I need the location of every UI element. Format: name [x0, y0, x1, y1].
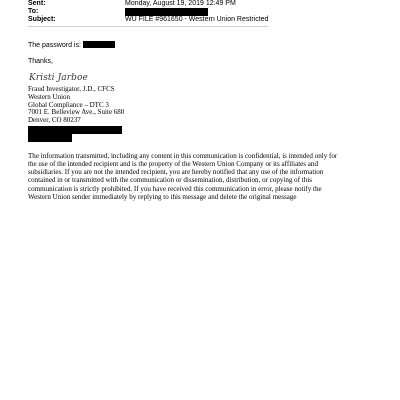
disclaimer-line: communication is strictly prohibited. If you have received this communication in error, please notify the — [28, 184, 322, 193]
subject-row — [28, 16, 288, 24]
signature-address-street: 7001 E. Belleview Ave., Suite 680 — [28, 108, 125, 117]
disclaimer-line: The information transmitted, including any content in this communication is confidential, is intended only for — [28, 152, 338, 160]
subject-value: WU FILE #961650 - Western Union Restricted — [125, 16, 269, 23]
sent-row — [28, 0, 288, 8]
header-divider — [28, 26, 268, 27]
password-label: The password is: — [28, 42, 81, 49]
signature-redaction-1 — [28, 126, 122, 134]
confidentiality-disclaimer — [28, 152, 378, 201]
signature-title: Fraud Investigator, J.D., CFCS — [28, 85, 115, 93]
sent-label: Sent: — [28, 0, 46, 7]
disclaimer-line: Western Union sender immediately by replying to this message and delete the original message — [28, 192, 297, 201]
disclaimer-line: the use of the intended recipient and is the property of the Western Union Company or its affiliates and — [28, 160, 318, 169]
signature-company: Western Union — [28, 92, 71, 101]
signature-block — [28, 86, 124, 125]
disclaimer-line: subsidiaries. If you are not the intended recipient, you are hereby notified that any use of the information — [28, 168, 324, 177]
to-redaction — [125, 8, 208, 16]
signature-address-city: Denver, CO 80237 — [28, 116, 81, 125]
password-redaction — [83, 41, 115, 48]
password-line — [28, 41, 115, 50]
to-row — [28, 8, 288, 16]
to-label: To: — [28, 8, 39, 15]
disclaimer-line: contained in or transmitted with the communication or dissemination, distribution, or copying of this — [28, 176, 312, 185]
subject-label: Subject: — [28, 16, 56, 23]
sent-value: Monday, August 19, 2019 12:49 PM — [125, 0, 236, 7]
handwritten-signature: Kristi Jarboe — [29, 73, 88, 83]
signature-department: Global Compliance – DTC 3 — [28, 100, 109, 109]
signature-redaction-2 — [28, 134, 72, 142]
thanks-text: Thanks, — [28, 58, 53, 65]
